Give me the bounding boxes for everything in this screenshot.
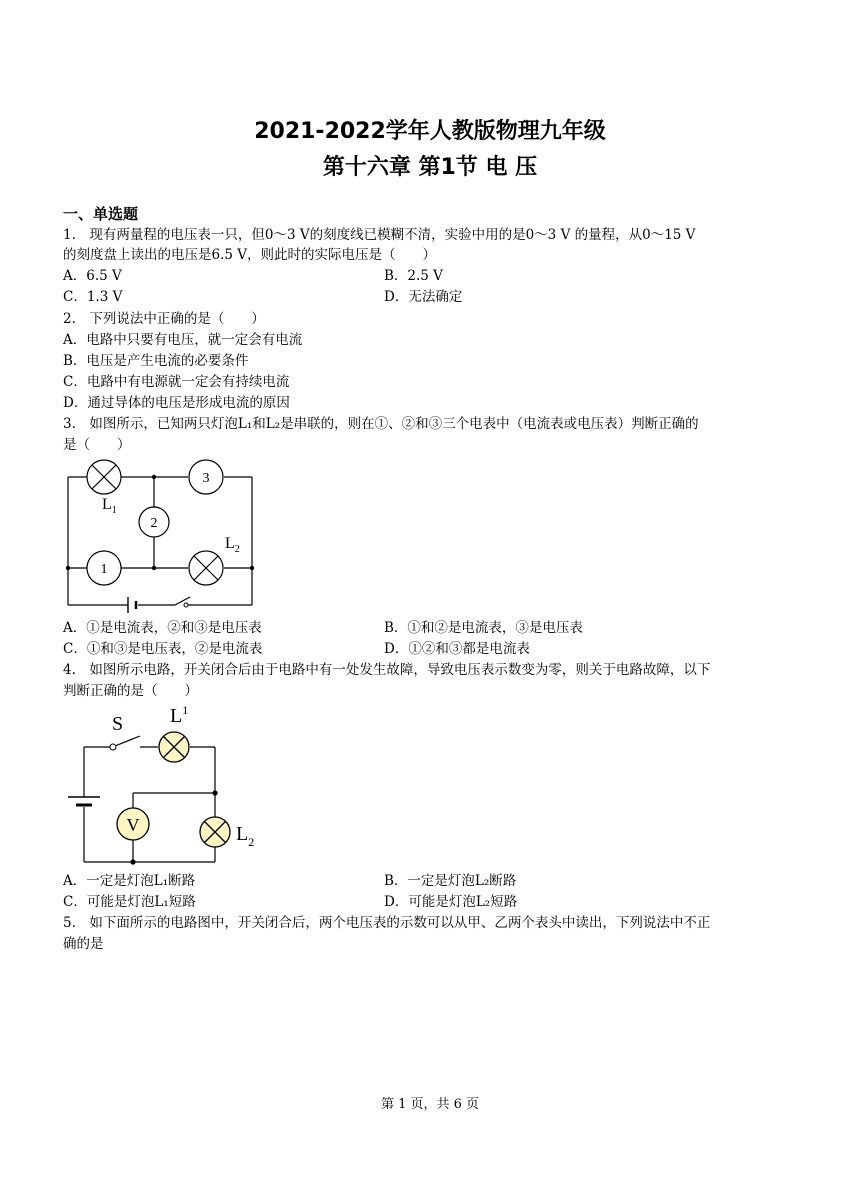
voltmeter-icon	[117, 808, 149, 840]
q2-stem: 2. 下列说法中正确的是（ ）	[63, 311, 265, 327]
switch-label: S	[112, 713, 124, 735]
q1-option-d: D．无法确定	[384, 289, 463, 305]
lamp-l1-icon	[159, 732, 189, 762]
q5-stem-line2: 确的是	[63, 936, 104, 952]
q3-option-c: C．①和③是电压表，②是电流表	[63, 641, 263, 657]
q1-stem-line2: 的刻度盘上读出的电压是6.5 V，则此时的实际电压是（ ）	[63, 247, 437, 263]
q2-option-a: A．电路中只要有电压，就一定会有电流	[63, 332, 303, 348]
meter-1-label: 1	[100, 562, 108, 577]
q1-option-a: A．6.5 V	[63, 268, 122, 284]
q2-option-b: B．电压是产生电流的必要条件	[63, 353, 249, 369]
q4-circuit-diagram	[60, 700, 270, 870]
q4-option-b: B．一定是灯泡L₂断路	[384, 873, 517, 889]
lamp-l2-icon	[189, 551, 223, 585]
q4-option-a: A．一定是灯泡L₁断路	[63, 873, 196, 889]
q3-circuit-diagram	[60, 455, 265, 615]
q2-option-c: C．电路中有电源就一定会有持续电流	[63, 374, 290, 390]
lamp-l1-label: $L^1$	[170, 703, 189, 727]
q1-stem-line1: 1. 现有两量程的电压表一只，但0～3 V的刻度线已模糊不清，实验中用的是0～3 V 的量程，从0～15 V	[63, 227, 696, 243]
q1-option-c: C．1.3 V	[63, 289, 123, 305]
section-heading: 一、单选题	[63, 205, 139, 223]
q3-stem-line1: 3. 如图所示，已知两只灯泡L₁和L₂是串联的，则在①、②和③三个电表中（电流表或电压表）判断正确的	[63, 416, 699, 432]
lamp-l1-label: $L_1$	[102, 496, 117, 516]
q1-option-b: B．2.5 V	[384, 268, 443, 284]
doc-subtitle: 第十六章 第1节 电 压	[322, 155, 538, 180]
q3-option-b: B．①和②是电流表，③是电压表	[384, 620, 583, 636]
q4-option-d: D．可能是灯泡L₂短路	[384, 894, 518, 910]
q3-option-d: D．①②和③都是电流表	[384, 641, 530, 657]
doc-title: 2021-2022学年人教版物理九年级	[254, 119, 606, 144]
page-footer: 第 1 页，共 6 页	[380, 1097, 480, 1112]
voltmeter-label: V	[126, 815, 140, 835]
meter-2-label: 2	[150, 516, 158, 531]
q4-stem-line2: 判断正确的是（ ）	[63, 683, 198, 699]
q4-stem-line1: 4. 如图所示电路，开关闭合后由于电路中有一处发生故障，导致电压表示数变为零，则关于电路故障，以下	[63, 662, 711, 678]
lamp-l2-label: $L_2$	[225, 535, 240, 555]
q4-option-c: C．可能是灯泡L₁短路	[63, 894, 196, 910]
lamp-l2-label: $L_2$	[236, 823, 255, 849]
q3-stem-line2: 是（ ）	[63, 437, 131, 453]
lamp-l2-icon	[200, 817, 230, 847]
q2-option-d: D．通过导体的电压是形成电流的原因	[63, 395, 290, 411]
q3-option-a: A．①是电流表，②和③是电压表	[63, 620, 262, 636]
meter-3-label: 3	[202, 471, 210, 486]
lamp-l1-icon	[87, 460, 121, 494]
q5-stem-line1: 5. 如下面所示的电路图中，开关闭合后，两个电压表的示数可以从甲、乙两个表头中读出，下列说法中不正	[63, 915, 711, 931]
